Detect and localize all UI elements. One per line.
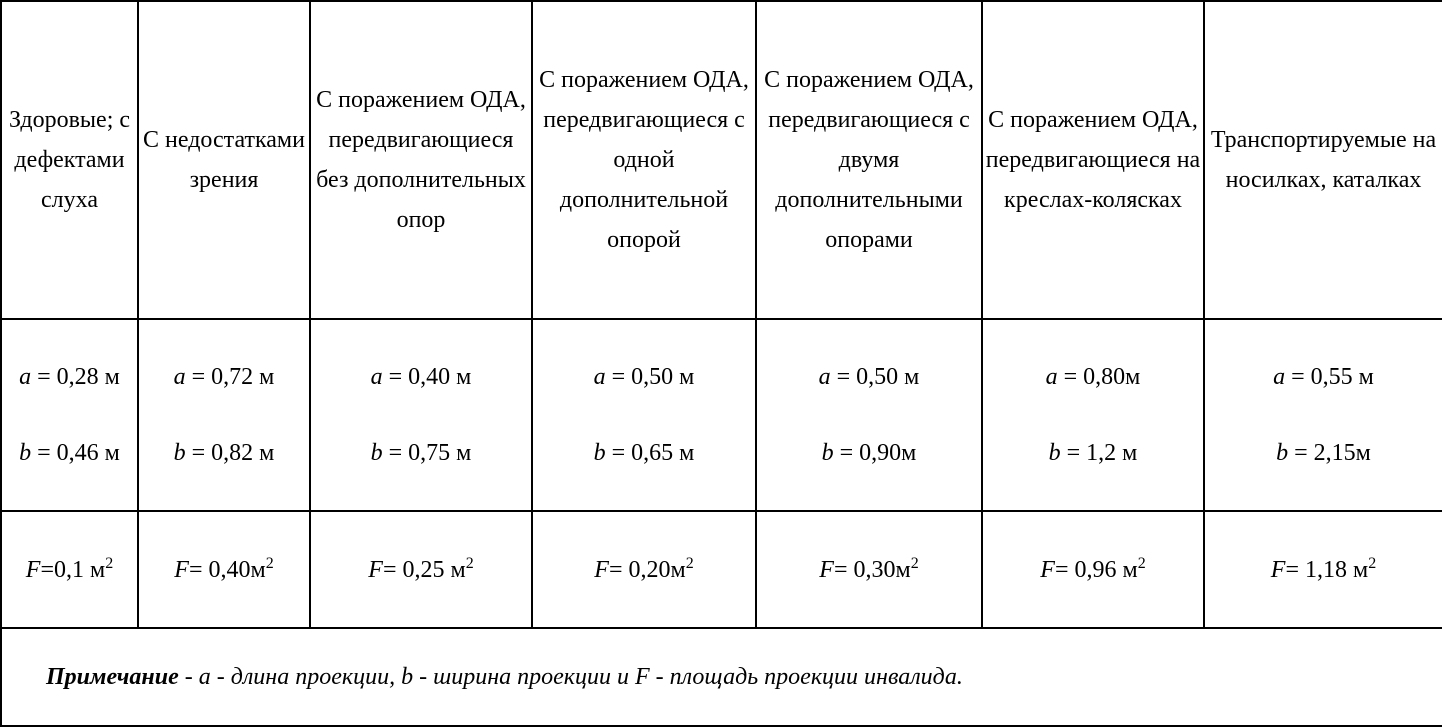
width-value: b = 2,15м (1276, 440, 1371, 466)
width-value: b = 0,82 м (173, 440, 275, 466)
header-cell: С поражением ОДА, передвигающиеся с двумя дополнительными опорами (756, 1, 982, 319)
width-value: b = 0,75 м (370, 440, 472, 466)
length-value: a = 0,72 м (173, 364, 275, 390)
width-value: b = 0,90м (821, 440, 917, 466)
width-value: b = 0,46 м (19, 440, 120, 466)
length-value: a = 0,50 м (593, 364, 695, 390)
note-label: Примечание (46, 664, 179, 690)
width-value: b = 1,2 м (1048, 440, 1138, 466)
length-value: a = 0,28 м (19, 364, 120, 390)
dimensions-cell (532, 319, 756, 511)
dimensions-cell (1, 319, 138, 511)
header-cell: С недостатками зрения (138, 1, 310, 319)
header-cell: С поражением ОДА, передвигающиеся с одной дополнительной опорой (532, 1, 756, 319)
length-value: a = 0,80м (1045, 364, 1141, 390)
header-cell: Транспортируемые на носилках, каталках (1204, 1, 1442, 319)
note-cell (1, 628, 1442, 726)
area-cell: F=0,1 $м^2$ (1, 511, 138, 628)
area-cell: $F= 0,30м^2$ (756, 511, 982, 628)
length-value: a = 0,50 м (818, 364, 920, 390)
dimensions-cell (982, 319, 1204, 511)
length-value: a = 0,40 м (370, 364, 472, 390)
area-row (1, 511, 1442, 628)
area-cell: F= 0,25 $м^2$ (310, 511, 532, 628)
dimensions-cell (138, 319, 310, 511)
area-cell: F= 1,18 $м^2$ (1204, 511, 1442, 628)
width-value: b = 0,65 м (593, 440, 695, 466)
area-cell: F= 0,96 $м^2$ (982, 511, 1204, 628)
area-cell: $F= 0,20м^2$ (532, 511, 756, 628)
header-cell: С поражением ОДА, передвигающиеся без дополнительных опор (310, 1, 532, 319)
dimensions-row (1, 319, 1442, 511)
length-value: a = 0,55 м (1273, 364, 1374, 390)
note-row (1, 628, 1442, 726)
dimensions-cell (310, 319, 532, 511)
area-cell: $F= 0,40м^2$ (138, 511, 310, 628)
note-text: - а - длина проекции, b - ширина проекции и F - площадь проекции инвалида. (178, 664, 963, 690)
header-cell: Здоровые; с дефектами слуха (1, 1, 138, 319)
dimensions-cell (756, 319, 982, 511)
header-cell: С поражением ОДА, передвигающиеся на креслах-колясках (982, 1, 1204, 319)
header-row (1, 1, 1442, 319)
dimensions-cell (1204, 319, 1442, 511)
